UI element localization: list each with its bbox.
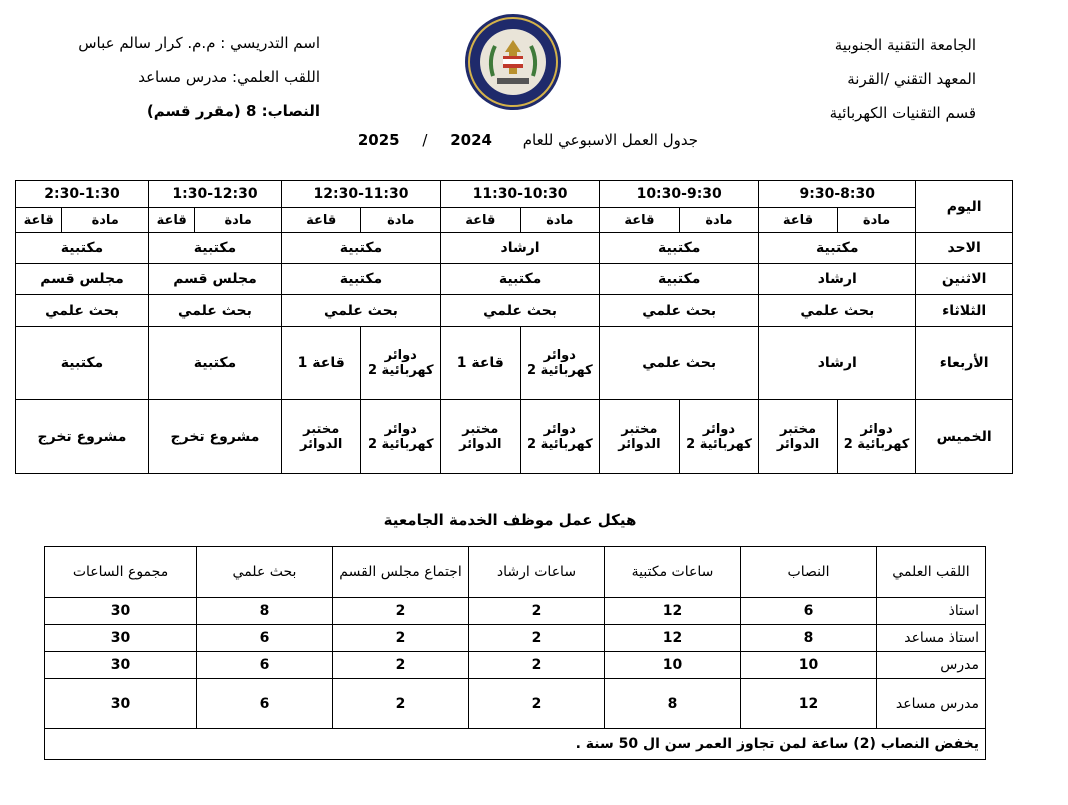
room-cell: مختبر الدوائر	[281, 400, 361, 474]
day-cell: الثلاثاء	[916, 295, 1013, 327]
subject-cell: دوائر كهربائية 2	[679, 400, 759, 474]
slot-cell: بحث علمي	[600, 295, 759, 327]
schedule-year-separator: /	[422, 131, 428, 149]
schedule-row-tuesday	[16, 295, 1013, 327]
room-label: قاعة	[281, 208, 361, 233]
room-cell: مختبر الدوائر	[759, 400, 838, 474]
table-row	[45, 679, 986, 729]
slot-cell: مكتبية	[16, 327, 149, 400]
room-cell: مختبر الدوائر	[600, 400, 680, 474]
title-cell: مدرس مساعد	[877, 679, 986, 729]
day-cell: الاحد	[916, 233, 1013, 264]
subject-cell: دوائر كهربائية 2	[520, 327, 600, 400]
slot-cell: ارشاد	[759, 264, 916, 295]
slot-cell: مكتبية	[16, 233, 149, 264]
value-cell: 30	[45, 625, 197, 652]
column-header: اللقب العلمي	[877, 547, 986, 598]
period-header: 10:30-9:30	[600, 181, 759, 208]
value-cell: 8	[197, 598, 333, 625]
value-cell: 10	[605, 652, 741, 679]
title-cell: استاذ	[877, 598, 986, 625]
period-header: 11:30-10:30	[441, 181, 600, 208]
value-cell: 8	[605, 679, 741, 729]
table-row	[45, 625, 986, 652]
value-cell: 2	[333, 625, 469, 652]
day-cell: الخميس	[916, 400, 1013, 474]
schedule-year-start: 2024	[450, 131, 492, 149]
staff-structure-table	[44, 546, 986, 760]
value-cell: 12	[741, 679, 877, 729]
value-cell: 2	[333, 598, 469, 625]
teaching-quota: النصاب: 8 (مقرر قسم)	[146, 102, 320, 120]
slot-cell: ارشاد	[441, 233, 600, 264]
day-cell: الاثنين	[916, 264, 1013, 295]
value-cell: 6	[197, 679, 333, 729]
room-label: قاعة	[600, 208, 680, 233]
subject-cell: دوائر كهربائية 2	[837, 400, 916, 474]
value-cell: 6	[197, 625, 333, 652]
value-cell: 8	[741, 625, 877, 652]
column-header: مجموع الساعات	[45, 547, 197, 598]
subject-label: مادة	[520, 208, 600, 233]
room-label: قاعة	[759, 208, 838, 233]
slot-cell: مجلس قسم	[16, 264, 149, 295]
slot-cell: بحث علمي	[281, 295, 440, 327]
slot-cell: بحث علمي	[600, 327, 759, 400]
slot-cell: بحث علمي	[441, 295, 600, 327]
subject-label: مادة	[837, 208, 916, 233]
table-row	[45, 652, 986, 679]
room-label: قاعة	[441, 208, 521, 233]
column-header: اجتماع مجلس القسم	[333, 547, 469, 598]
value-cell: 6	[741, 598, 877, 625]
schedule-row-monday	[16, 264, 1013, 295]
weekly-schedule-table	[15, 180, 1013, 474]
value-cell: 6	[197, 652, 333, 679]
title-cell: استاذ مساعد	[877, 625, 986, 652]
subject-cell: دوائر كهربائية 2	[361, 400, 441, 474]
period-header: 12:30-11:30	[281, 181, 440, 208]
structure-title: هيكل عمل موظف الخدمة الجامعية	[383, 511, 637, 529]
room-label: قاعة	[16, 208, 62, 233]
room-cell: قاعة 1	[281, 327, 361, 400]
value-cell: 30	[45, 598, 197, 625]
value-cell: 2	[333, 679, 469, 729]
schedule-header-row	[16, 181, 1013, 208]
schedule-title-text: جدول العمل الاسبوعي للعام	[522, 131, 698, 149]
slot-cell: مكتبية	[600, 264, 759, 295]
column-header: بحث علمي	[197, 547, 333, 598]
department-name: قسم التقنيات الكهربائية	[829, 104, 976, 122]
schedule-subheader-row	[16, 208, 1013, 233]
value-cell: 2	[469, 625, 605, 652]
subject-label: مادة	[679, 208, 759, 233]
slot-cell: مكتبية	[281, 264, 440, 295]
value-cell: 2	[469, 679, 605, 729]
teacher-name: اسم التدريسي : م.م. كرار سالم عباس	[78, 34, 320, 52]
quota-note: يخفض النصاب (2) ساعة لمن تجاوز العمر سن ال 50 سنة .	[45, 729, 986, 760]
period-header: 9:30-8:30	[759, 181, 916, 208]
title-cell: مدرس	[877, 652, 986, 679]
slot-cell: بحث علمي	[16, 295, 149, 327]
institution-header	[776, 28, 976, 130]
schedule-row-sunday	[16, 233, 1013, 264]
day-cell: الأربعاء	[916, 327, 1013, 400]
column-header: ساعات مكتبية	[605, 547, 741, 598]
period-header: 1:30-12:30	[149, 181, 282, 208]
slot-cell: مكتبية	[441, 264, 600, 295]
schedule-row-thursday	[16, 400, 1013, 474]
column-header: ساعات ارشاد	[469, 547, 605, 598]
teacher-info	[60, 26, 320, 128]
academic-title: اللقب العلمي: مدرس مساعد	[138, 68, 320, 86]
slot-cell: مكتبية	[149, 233, 282, 264]
subject-cell: دوائر كهربائية 2	[361, 327, 441, 400]
value-cell: 30	[45, 652, 197, 679]
slot-cell: بحث علمي	[759, 295, 916, 327]
university-logo	[463, 12, 563, 112]
value-cell: 2	[469, 652, 605, 679]
slot-cell: مكتبية	[149, 327, 282, 400]
institute-name: المعهد التقني /القرنة	[847, 70, 976, 88]
university-name: الجامعة التقنية الجنوبية	[834, 36, 976, 54]
table-row	[45, 598, 986, 625]
day-header: اليوم	[916, 181, 1013, 233]
room-cell: مختبر الدوائر	[441, 400, 521, 474]
slot-cell: بحث علمي	[149, 295, 282, 327]
slot-cell: مشروع تخرج	[16, 400, 149, 474]
value-cell: 12	[605, 598, 741, 625]
subject-cell: دوائر كهربائية 2	[520, 400, 600, 474]
room-label: قاعة	[149, 208, 195, 233]
room-cell: قاعة 1	[441, 327, 521, 400]
value-cell: 10	[741, 652, 877, 679]
schedule-row-wednesday	[16, 327, 1013, 400]
period-header: 2:30-1:30	[16, 181, 149, 208]
subject-label: مادة	[195, 208, 282, 233]
value-cell: 12	[605, 625, 741, 652]
slot-cell: مكتبية	[759, 233, 916, 264]
schedule-year-end: 2025	[357, 131, 400, 149]
subject-label: مادة	[62, 208, 149, 233]
subject-label: مادة	[361, 208, 441, 233]
schedule-title	[318, 131, 698, 149]
value-cell: 30	[45, 679, 197, 729]
slot-cell: مجلس قسم	[149, 264, 282, 295]
column-header: النصاب	[741, 547, 877, 598]
slot-cell: مشروع تخرج	[149, 400, 282, 474]
note-row	[45, 729, 986, 760]
structure-header-row	[45, 547, 986, 598]
slot-cell: ارشاد	[759, 327, 916, 400]
value-cell: 2	[469, 598, 605, 625]
value-cell: 2	[333, 652, 469, 679]
slot-cell: مكتبية	[600, 233, 759, 264]
slot-cell: مكتبية	[281, 233, 440, 264]
